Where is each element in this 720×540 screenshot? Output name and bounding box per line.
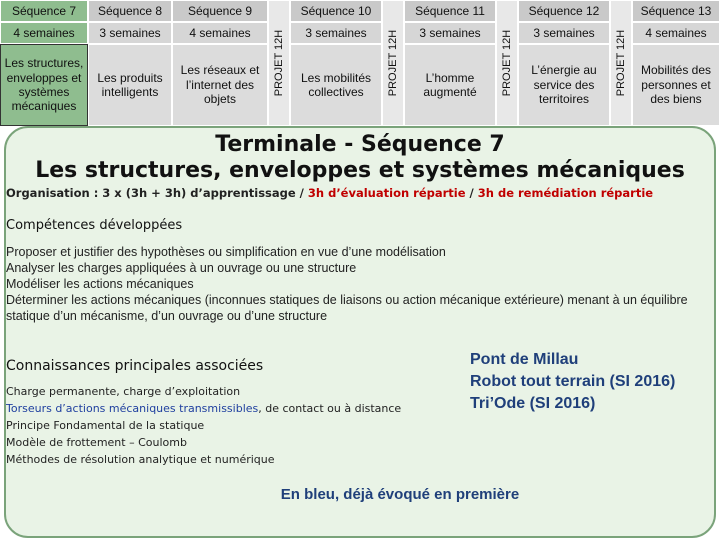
organisation-remediation: 3h de remédiation répartie (477, 186, 654, 200)
seq7-duration: 4 semaines (0, 22, 88, 44)
seq13-duration: 4 semaines (632, 22, 720, 44)
seq13-title: Mobilités des personnes et des biens (632, 44, 720, 126)
seq12-duration: 3 semaines (518, 22, 610, 44)
examples-list (470, 349, 675, 415)
projet-column (268, 0, 290, 126)
title-line-2: Les structures, enveloppes et systèmes mécaniques (35, 158, 685, 183)
competence-item: Analyser les charges appliquées à un ouvrage ou une structure (6, 261, 357, 275)
example-item: Pont de Millau (470, 351, 579, 368)
seq9-header[interactable]: Séquence 9 (172, 0, 268, 22)
seq11-header[interactable]: Séquence 11 (404, 0, 496, 22)
projet-label: PROJET 12H (273, 29, 285, 97)
connaissance-item (6, 400, 401, 417)
seq9-title: Les réseaux et l’internet des objets (172, 44, 268, 126)
seq13-header[interactable]: Séquence 13 (632, 0, 720, 22)
competence-item: Proposer et justifier des hypothèses ou simplification en vue d’une modélisation (6, 245, 446, 259)
seq10-title: Les mobilités collectives (290, 44, 382, 126)
organisation-line (6, 186, 653, 200)
example-item: Robot tout terrain (SI 2016) (470, 373, 676, 390)
organisation-prefix: Organisation : 3 x (3h + 3h) d’apprentissage / (6, 186, 308, 200)
seq7-title: Les structures, enveloppes et systèmes mécaniques (0, 44, 88, 126)
organisation-evaluation: 3h d’évaluation répartie (307, 186, 466, 200)
connaissances-list (6, 383, 401, 468)
connaissance-item: Charge permanente, charge d’exploitation (6, 385, 241, 398)
legend-note: En bleu, déjà évoqué en première (280, 486, 520, 503)
seq11-title: L’homme augmenté (404, 44, 496, 126)
title-line-1: Terminale - Séquence 7 (215, 132, 505, 157)
connaissance-item-blue: Torseurs d’actions mécaniques transmissibles (6, 402, 259, 415)
seq12-header[interactable]: Séquence 12 (518, 0, 610, 22)
projet-label: PROJET 12H (615, 29, 627, 97)
projet-label: PROJET 12H (501, 29, 513, 97)
connaissance-item: Principe Fondamental de la statique (6, 419, 205, 432)
seq9-duration: 4 semaines (172, 22, 268, 44)
projet-column (496, 0, 518, 126)
projet-label: PROJET 12H (387, 29, 399, 97)
seq7-header[interactable]: Séquence 7 (0, 0, 88, 22)
competence-item: Modéliser les actions mécaniques (6, 277, 194, 291)
seq8-duration: 3 semaines (88, 22, 172, 44)
seq10-header[interactable]: Séquence 10 (290, 0, 382, 22)
connaissance-item: Méthodes de résolution analytique et numérique (6, 453, 275, 466)
competences-list (6, 244, 716, 324)
seq8-title: Les produits intelligents (88, 44, 172, 126)
organisation-separator: / (465, 186, 478, 200)
page-title (0, 132, 720, 184)
seq10-duration: 3 semaines (290, 22, 382, 44)
connaissance-item-rest: , de contact ou à distance (258, 402, 402, 415)
competences-heading: Compétences développées (6, 218, 183, 233)
connaissances-heading: Connaissances principales associées (6, 358, 264, 374)
seq11-duration: 3 semaines (404, 22, 496, 44)
seq12-title: L’énergie au service des territoires (518, 44, 610, 126)
seq8-header[interactable]: Séquence 8 (88, 0, 172, 22)
competence-item: Déterminer les actions mécaniques (inconnues statiques de liaisons ou action mécanique extérieure) menant à un équilibre statique d’un mécanisme, d’un ouvrage ou d’une structure (6, 293, 688, 323)
example-item: Tri’Ode (SI 2016) (470, 395, 596, 412)
projet-column (610, 0, 632, 126)
connaissance-item: Modèle de frottement – Coulomb (6, 436, 187, 449)
projet-column (382, 0, 404, 126)
